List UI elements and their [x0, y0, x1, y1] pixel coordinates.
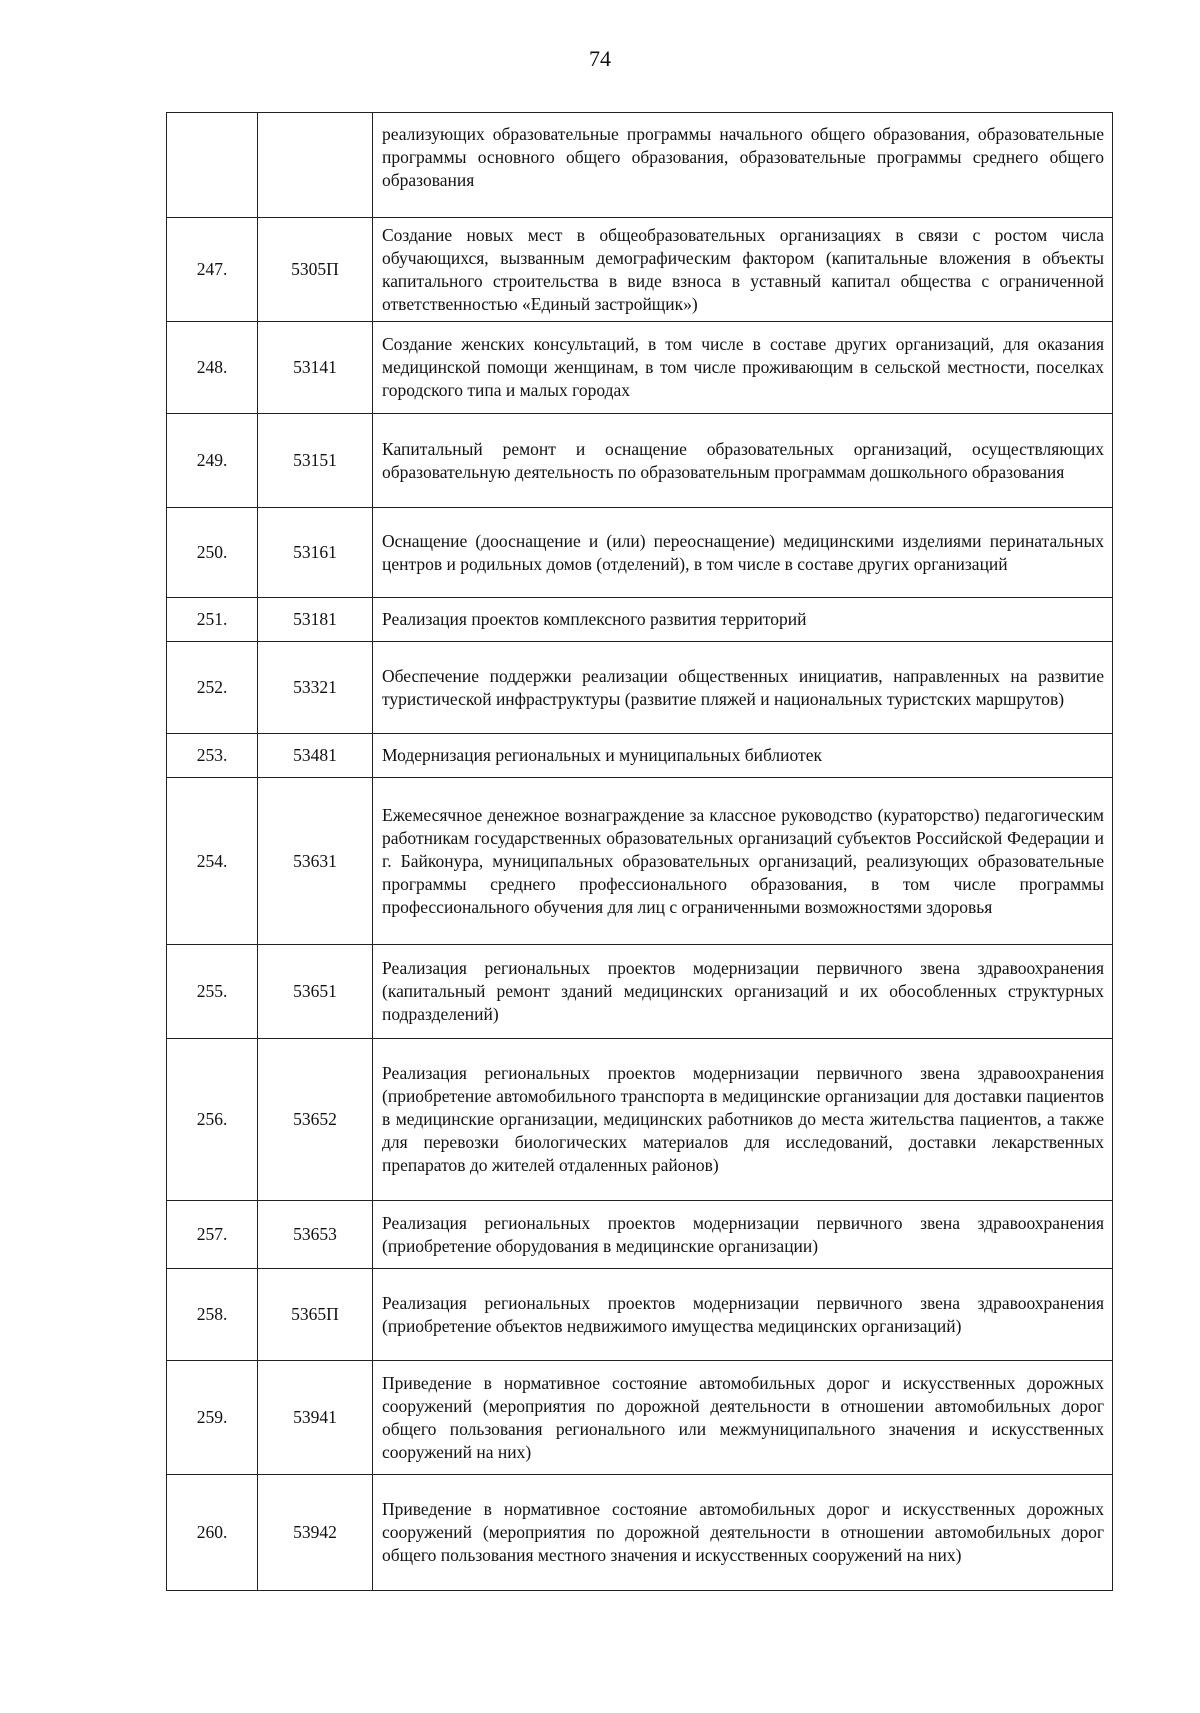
- table-row: [167, 218, 1113, 322]
- table-row-continuation: [167, 113, 1113, 218]
- row-number: 256.: [167, 1039, 258, 1201]
- row-code: 53941: [258, 1361, 373, 1475]
- row-number: 252.: [167, 642, 258, 734]
- table-row: [167, 1475, 1113, 1591]
- table-row: [167, 508, 1113, 598]
- table-row: [167, 1269, 1113, 1361]
- row-name: Реализация региональных проектов модернизации первичного звена здравоохранения (приобретение оборудования в медицинские организации): [373, 1201, 1113, 1269]
- table-row: [167, 414, 1113, 508]
- row-code: 53141: [258, 322, 373, 414]
- row-number: 253.: [167, 734, 258, 778]
- row-name: Создание женских консультаций, в том числе в составе других организаций, для оказания медицинской помощи женщинам, в том числе проживающим в сельской местности, поселках городского типа и малых городах: [373, 322, 1113, 414]
- row-code: 53321: [258, 642, 373, 734]
- table-row: [167, 1039, 1113, 1201]
- table-row: [167, 945, 1113, 1039]
- row-number: 255.: [167, 945, 258, 1039]
- row-number: 254.: [167, 778, 258, 945]
- expenditure-codes-table: [166, 112, 1113, 1591]
- row-name: Модернизация региональных и муниципальных библиотек: [373, 734, 1113, 778]
- table-row: [167, 1361, 1113, 1475]
- row-number: 259.: [167, 1361, 258, 1475]
- row-number: 248.: [167, 322, 258, 414]
- table-row: [167, 1201, 1113, 1269]
- row-code: 53181: [258, 598, 373, 642]
- row-name: Оснащение (дооснащение и (или) переоснащение) медицинскими изделиями перинатальных центров и родильных домов (отделений), в том числе в составе других организаций: [373, 508, 1113, 598]
- row-code: 53151: [258, 414, 373, 508]
- row-code: 53631: [258, 778, 373, 945]
- row-code: 53651: [258, 945, 373, 1039]
- row-code: 53161: [258, 508, 373, 598]
- row-number: 249.: [167, 414, 258, 508]
- row-name: Капитальный ремонт и оснащение образовательных организаций, осуществляющих образовательную деятельность по образовательным программам дошкольного образования: [373, 414, 1113, 508]
- row-name: Приведение в нормативное состояние автомобильных дорог и искусственных дорожных сооружений (мероприятия по дорожной деятельности в отношении автомобильных дорог общего пользования местного значения и искусственных сооружений на них): [373, 1475, 1113, 1591]
- table-row: [167, 322, 1113, 414]
- row-number: 258.: [167, 1269, 258, 1361]
- row-name-cell: реализующих образовательные программы начального общего образования, образовательные программы основного общего образования, образовательные программы среднего общего образования: [373, 113, 1113, 218]
- row-code: 53481: [258, 734, 373, 778]
- row-name: Приведение в нормативное состояние автомобильных дорог и искусственных дорожных сооружений (мероприятия по дорожной деятельности в отношении автомобильных дорог общего пользования регионального или межмуниципального значения и искусственных сооружений на них): [373, 1361, 1113, 1475]
- row-name: Реализация региональных проектов модернизации первичного звена здравоохранения (приобретение автомобильного транспорта в медицинские организации для доставки пациентов в медицинские организации, медицинских работников до места жительства пациентов, а также для перевозки биологических материалов для исследований, доставки лекарственных препаратов до жителей отдаленных районов): [373, 1039, 1113, 1201]
- row-name: Реализация региональных проектов модернизации первичного звена здравоохранения (капитальный ремонт зданий медицинских организаций и их обособленных структурных подразделений): [373, 945, 1113, 1039]
- row-code: 53652: [258, 1039, 373, 1201]
- row-number: 251.: [167, 598, 258, 642]
- row-name: Ежемесячное денежное вознаграждение за классное руководство (кураторство) педагогическим работникам государственных образовательных организаций субъектов Российской Федерации и г. Байконура, муниципальных образовательных организаций, реализующих образовательные программы среднего профессионального образования, в том числе программы профессионального обучения для лиц с ограниченными возможностями здоровья: [373, 778, 1113, 945]
- page-number: 74: [589, 46, 611, 71]
- row-code: 5365П: [258, 1269, 373, 1361]
- table-row: [167, 734, 1113, 778]
- row-name: Создание новых мест в общеобразовательных организациях в связи с ростом числа обучающихся, вызванным демографическим фактором (капитальные вложения в объекты капитального строительства в виде взноса в уставный капитал общества с ограниченной ответственностью «Единый застройщик»): [373, 218, 1113, 322]
- row-code: 53942: [258, 1475, 373, 1591]
- row-code: 53653: [258, 1201, 373, 1269]
- table-row: [167, 778, 1113, 945]
- row-name: Реализация проектов комплексного развития территорий: [373, 598, 1113, 642]
- row-name: Обеспечение поддержки реализации общественных инициатив, направленных на развитие туристической инфраструктуры (развитие пляжей и национальных туристских маршрутов): [373, 642, 1113, 734]
- table-row: [167, 642, 1113, 734]
- row-code: 5305П: [258, 218, 373, 322]
- row-number: 260.: [167, 1475, 258, 1591]
- row-number: 257.: [167, 1201, 258, 1269]
- row-code-cell: [258, 113, 373, 218]
- row-number-cell: [167, 113, 258, 218]
- row-number: 247.: [167, 218, 258, 322]
- row-number: 250.: [167, 508, 258, 598]
- table-row: [167, 598, 1113, 642]
- row-name: Реализация региональных проектов модернизации первичного звена здравоохранения (приобретение объектов недвижимого имущества медицинских организаций): [373, 1269, 1113, 1361]
